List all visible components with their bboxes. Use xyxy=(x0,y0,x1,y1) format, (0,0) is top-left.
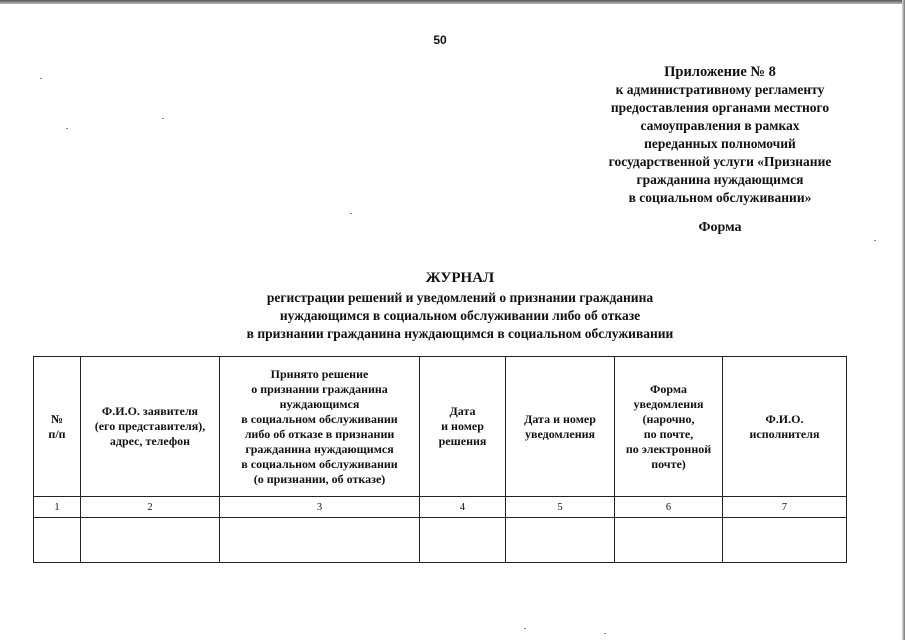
empty-cell xyxy=(723,518,847,563)
journal-subtitle xyxy=(160,289,760,343)
empty-cell xyxy=(615,518,723,563)
header-notice-form: Форма уведомления (нарочно, по почте, по электронной почте) xyxy=(615,357,723,497)
empty-cell xyxy=(34,518,81,563)
appendix-title: Приложение № 8 xyxy=(664,64,776,80)
journal-subtitle-line: в признании гражданина нуждающимся в социальном обслуживании xyxy=(246,326,674,341)
empty-cell xyxy=(420,518,506,563)
empty-cell xyxy=(506,518,615,563)
scan-top-edge xyxy=(0,0,905,4)
scan-speck xyxy=(350,213,352,214)
column-number: 2 xyxy=(81,497,220,518)
header-notice-date: Дата и номер уведомления xyxy=(506,357,615,497)
scan-speck xyxy=(874,240,876,241)
journal-title: ЖУРНАЛ xyxy=(425,270,495,286)
appendix-line: в социальном обслуживании» xyxy=(628,190,812,205)
appendix-line: государственной услуги «Признание xyxy=(608,154,832,169)
header-decision-date: Дата и номер решения xyxy=(420,357,506,497)
appendix-line: предоставления органами местного xyxy=(610,100,830,115)
scan-speck xyxy=(604,633,606,634)
column-number: 1 xyxy=(34,497,81,518)
journal-subtitle-line: нуждающимся в социальном обслуживании либо об отказе xyxy=(279,308,641,323)
column-number: 6 xyxy=(615,497,723,518)
empty-cell xyxy=(220,518,420,563)
header-number: № п/п xyxy=(34,357,81,497)
empty-cell xyxy=(81,518,220,563)
register-table xyxy=(33,356,847,563)
scan-speck xyxy=(162,118,164,119)
appendix-line: гражданина нуждающимся xyxy=(636,172,804,187)
column-number: 7 xyxy=(723,497,847,518)
header-decision: Принято решение о признании гражданина нуждающимся в социальном обслуживании либо об отказе в признании гражданина нуждающимся в социальном обслуживании (о признании, об отказе) xyxy=(220,357,420,497)
page-number: 50 xyxy=(433,33,447,47)
column-number: 3 xyxy=(220,497,420,518)
table-row xyxy=(34,518,847,563)
journal-subtitle-line: регистрации решений и уведомлений о признании гражданина xyxy=(266,290,654,305)
appendix-line: самоуправления в рамках xyxy=(640,118,800,133)
scan-speck xyxy=(40,78,42,79)
scan-speck xyxy=(66,128,68,129)
appendix-line: переданных полномочий xyxy=(644,136,796,151)
header-applicant: Ф.И.О. заявителя (его представителя), адрес, телефон xyxy=(81,357,220,497)
column-number: 5 xyxy=(506,497,615,518)
column-number-row xyxy=(34,497,847,518)
column-number: 4 xyxy=(420,497,506,518)
appendix-block xyxy=(575,63,865,207)
scan-speck xyxy=(524,628,526,629)
header-executor: Ф.И.О. исполнителя xyxy=(723,357,847,497)
table-header-row xyxy=(34,357,847,497)
appendix-line: к административному регламенту xyxy=(615,82,825,97)
form-label: Форма xyxy=(698,220,742,235)
